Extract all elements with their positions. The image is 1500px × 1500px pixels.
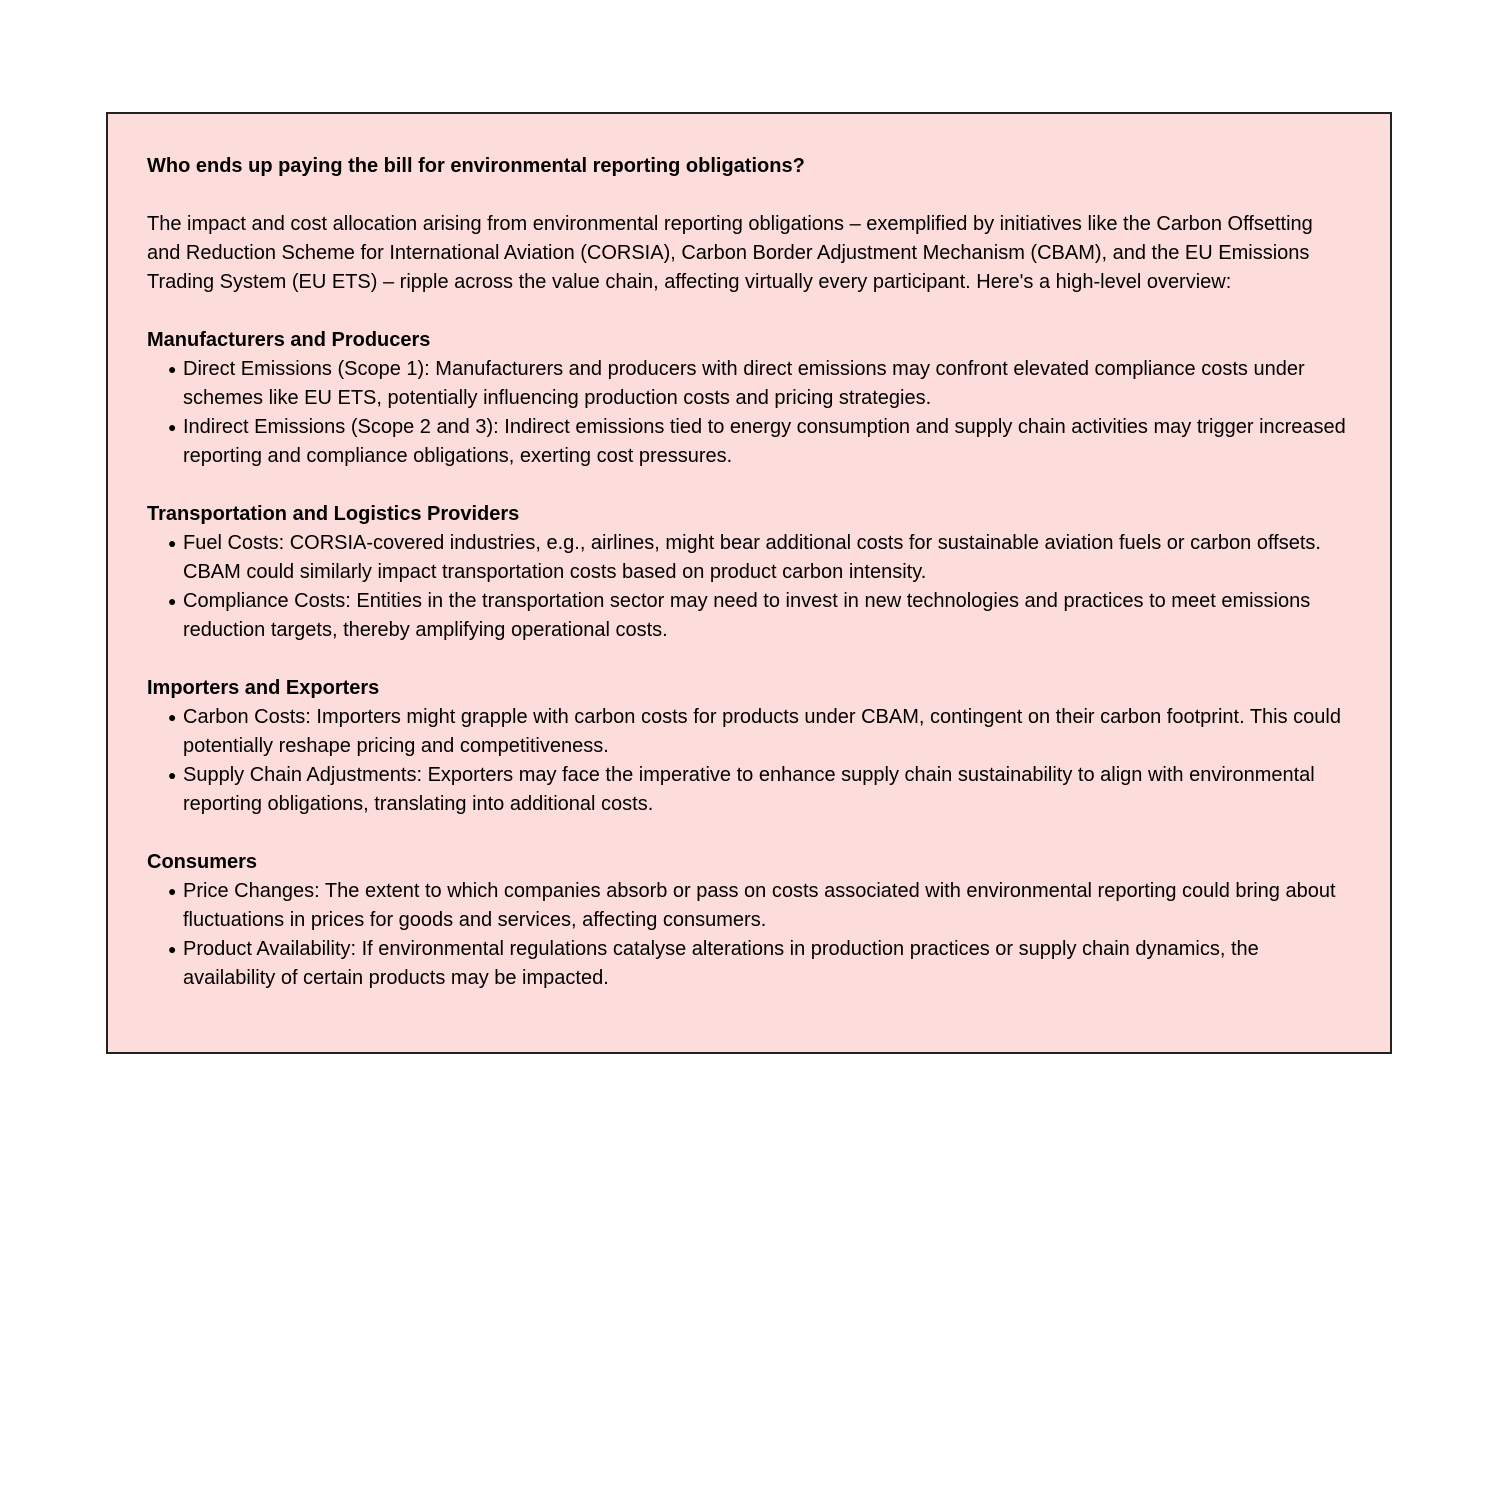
list-item bbox=[147, 935, 1351, 993]
section-importers-exporters bbox=[147, 674, 1351, 819]
bullet-icon: ● bbox=[168, 941, 177, 957]
list-item bbox=[147, 703, 1351, 761]
list-item bbox=[147, 413, 1351, 471]
list-item-text: Supply Chain Adjustments: Exporters may face the imperative to enhance supply chain sustainability to align with environmental reporting obligations, translating into additional costs. bbox=[183, 764, 1315, 815]
bullet-icon: ● bbox=[168, 883, 177, 899]
list-item bbox=[147, 877, 1351, 935]
section-heading: Consumers bbox=[147, 851, 258, 873]
section-heading: Transportation and Logistics Providers bbox=[147, 503, 520, 525]
bullet-list bbox=[147, 877, 1351, 993]
bullet-icon: ● bbox=[168, 767, 177, 783]
bullet-icon: ● bbox=[168, 535, 177, 551]
bullet-icon: ● bbox=[168, 709, 177, 725]
bullet-list bbox=[147, 703, 1351, 819]
section-manufacturers bbox=[147, 326, 1351, 471]
intro-paragraph: The impact and cost allocation arising from environmental reporting obligations – exemplified by initiatives like the Carbon Offsetting and Reduction Scheme for International Aviation (CORSIA), Carbon Border Adjustment Mechanism (CBAM), and the EU Emissions Trading System (EU ETS) – ripple across the value chain, affecting virtually every participant. Here's a high-level overview: bbox=[147, 213, 1313, 293]
bullet-icon: ● bbox=[168, 593, 177, 609]
list-item-text: Fuel Costs: CORSIA-covered industries, e.g., airlines, might bear additional costs for sustainable aviation fuels or carbon offsets. CBAM could similarly impact transportation costs based on product carbon intensity. bbox=[183, 532, 1321, 583]
list-item bbox=[147, 355, 1351, 413]
section-consumers bbox=[147, 848, 1351, 993]
list-item-text: Product Availability: If environmental regulations catalyse alterations in production practices or supply chain dynamics, the availability of certain products may be impacted. bbox=[183, 938, 1259, 989]
card-title: Who ends up paying the bill for environmental reporting obligations? bbox=[147, 155, 805, 177]
list-item-text: Direct Emissions (Scope 1): Manufacturers and producers with direct emissions may confront elevated compliance costs under schemes like EU ETS, potentially influencing production costs and pricing strategies. bbox=[183, 358, 1305, 409]
list-item bbox=[147, 587, 1351, 645]
list-item bbox=[147, 761, 1351, 819]
list-item-text: Price Changes: The extent to which companies absorb or pass on costs associated with environmental reporting could bring about fluctuations in prices for goods and services, affecting consumers. bbox=[183, 880, 1336, 931]
bullet-icon: ● bbox=[168, 361, 177, 377]
list-item-text: Carbon Costs: Importers might grapple with carbon costs for products under CBAM, contingent on their carbon footprint. This could potentially reshape pricing and competitiveness. bbox=[183, 706, 1341, 757]
bullet-list bbox=[147, 355, 1351, 471]
info-card bbox=[106, 112, 1392, 1054]
bullet-icon: ● bbox=[168, 419, 177, 435]
list-item-text: Indirect Emissions (Scope 2 and 3): Indirect emissions tied to energy consumption and supply chain activities may trigger increased reporting and compliance obligations, exerting cost pressures. bbox=[183, 416, 1346, 467]
list-item-text: Compliance Costs: Entities in the transportation sector may need to invest in new technologies and practices to meet emissions reduction targets, thereby amplifying operational costs. bbox=[183, 590, 1311, 641]
section-transportation bbox=[147, 500, 1351, 645]
bullet-list bbox=[147, 529, 1351, 645]
section-heading: Importers and Exporters bbox=[147, 677, 380, 699]
section-heading: Manufacturers and Producers bbox=[147, 329, 431, 351]
list-item bbox=[147, 529, 1351, 587]
